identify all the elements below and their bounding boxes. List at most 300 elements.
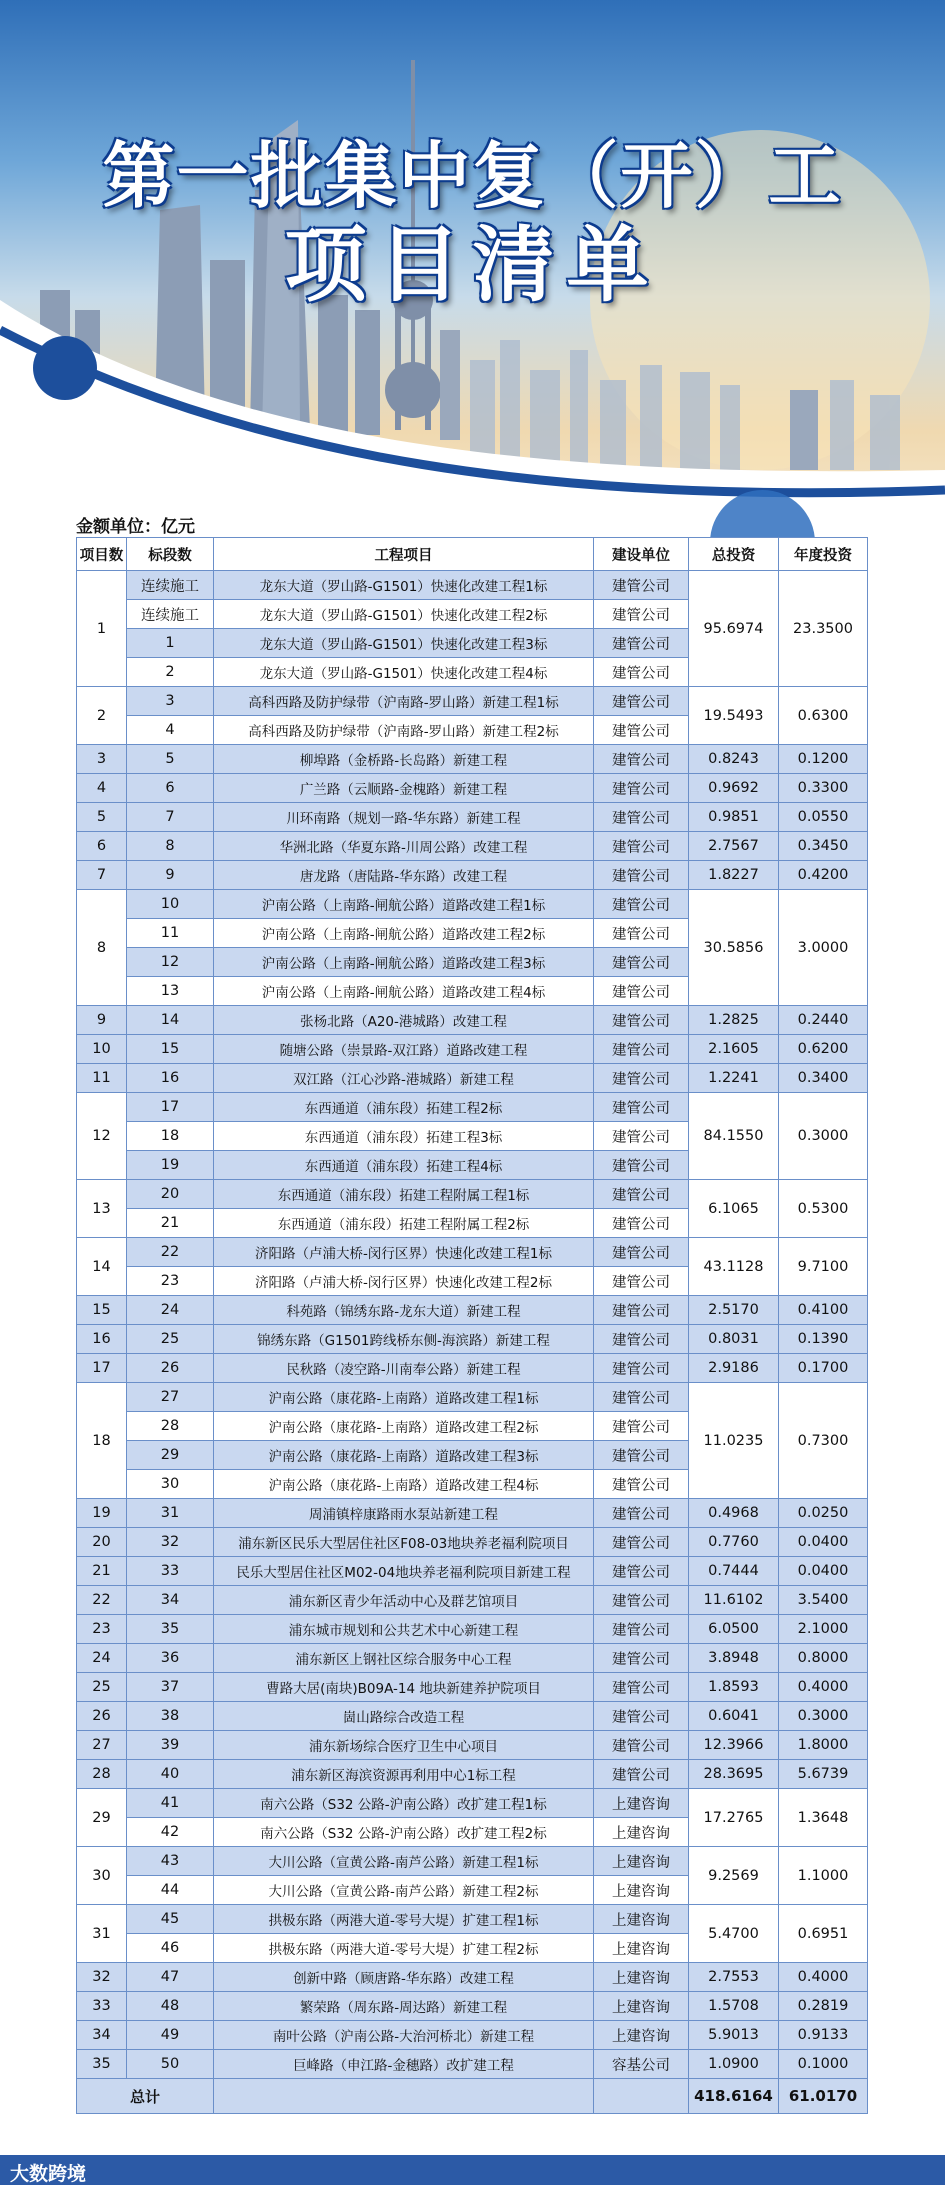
segment-no-cell: 21 xyxy=(127,1209,214,1238)
total-investment-cell: 2.9186 xyxy=(689,1354,779,1383)
total-investment-cell: 2.7553 xyxy=(689,1963,779,1992)
annual-investment-cell: 9.7100 xyxy=(779,1238,868,1296)
builder-cell: 建管公司 xyxy=(594,948,689,977)
annual-investment-cell: 0.3000 xyxy=(779,1093,868,1180)
builder-cell: 建管公司 xyxy=(594,1267,689,1296)
project-name-cell: 沪南公路（康花路-上南路）道路改建工程4标 xyxy=(214,1470,594,1499)
table-row xyxy=(77,1528,868,1557)
segment-no-cell: 39 xyxy=(127,1731,214,1760)
segment-no-cell: 31 xyxy=(127,1499,214,1528)
project-name-cell: 龙东大道（罗山路-G1501）快速化改建工程3标 xyxy=(214,629,594,658)
segment-no-cell: 8 xyxy=(127,832,214,861)
total-investment-cell: 28.3695 xyxy=(689,1760,779,1789)
builder-cell: 建管公司 xyxy=(594,861,689,890)
annual-investment-cell: 3.5400 xyxy=(779,1586,868,1615)
builder-cell: 建管公司 xyxy=(594,1586,689,1615)
project-name-cell: 浦东新区青少年活动中心及群艺馆项目 xyxy=(214,1586,594,1615)
project-no-cell: 18 xyxy=(77,1383,127,1499)
builder-cell: 上建咨询 xyxy=(594,1963,689,1992)
segment-no-cell: 25 xyxy=(127,1325,214,1354)
segment-no-cell: 12 xyxy=(127,948,214,977)
project-no-cell: 17 xyxy=(77,1354,127,1383)
table-row xyxy=(77,774,868,803)
table-row xyxy=(77,1006,868,1035)
segment-no-cell: 44 xyxy=(127,1876,214,1905)
project-name-cell: 浦东新区上钢社区综合服务中心工程 xyxy=(214,1644,594,1673)
summary-annual: 61.0170 xyxy=(779,2079,868,2114)
annual-investment-cell: 0.1390 xyxy=(779,1325,868,1354)
annual-investment-cell: 1.3648 xyxy=(779,1789,868,1847)
builder-cell: 建管公司 xyxy=(594,1731,689,1760)
project-no-cell: 29 xyxy=(77,1789,127,1847)
project-name-cell: 科苑路（锦绣东路-龙东大道）新建工程 xyxy=(214,1296,594,1325)
annual-investment-cell: 0.0400 xyxy=(779,1528,868,1557)
col-header-builder: 建设单位 xyxy=(594,538,689,571)
table-row xyxy=(77,861,868,890)
table-row xyxy=(77,1383,868,1412)
project-name-cell: 随塘公路（崇景路-双江路）道路改建工程 xyxy=(214,1035,594,1064)
annual-investment-cell: 0.6300 xyxy=(779,687,868,745)
annual-investment-cell: 0.4100 xyxy=(779,1296,868,1325)
segment-no-cell: 47 xyxy=(127,1963,214,1992)
builder-cell: 建管公司 xyxy=(594,1470,689,1499)
annual-investment-cell: 0.1200 xyxy=(779,745,868,774)
table-row xyxy=(77,1035,868,1064)
project-name-cell: 张杨北路（A20-港城路）改建工程 xyxy=(214,1006,594,1035)
project-name-cell: 浦东新场综合医疗卫生中心项目 xyxy=(214,1731,594,1760)
table-row xyxy=(77,1064,868,1093)
project-no-cell: 28 xyxy=(77,1760,127,1789)
builder-cell: 建管公司 xyxy=(594,803,689,832)
segment-no-cell: 34 xyxy=(127,1586,214,1615)
table-row xyxy=(77,571,868,600)
builder-cell: 建管公司 xyxy=(594,1760,689,1789)
project-name-cell: 大川公路（宣黄公路-南芦公路）新建工程1标 xyxy=(214,1847,594,1876)
table-header-row xyxy=(77,538,868,571)
segment-no-cell: 连续施工 xyxy=(127,600,214,629)
summary-label: 总计 xyxy=(77,2079,214,2114)
segment-no-cell: 16 xyxy=(127,1064,214,1093)
project-name-cell: 高科西路及防护绿带（沪南路-罗山路）新建工程1标 xyxy=(214,687,594,716)
annual-investment-cell: 0.6200 xyxy=(779,1035,868,1064)
annual-investment-cell: 0.1700 xyxy=(779,1354,868,1383)
table-row xyxy=(77,1963,868,1992)
table-row xyxy=(77,1992,868,2021)
annual-investment-cell: 3.0000 xyxy=(779,890,868,1006)
segment-no-cell: 36 xyxy=(127,1644,214,1673)
total-investment-cell: 1.5708 xyxy=(689,1992,779,2021)
builder-cell: 建管公司 xyxy=(594,919,689,948)
project-name-cell: 沪南公路（上南路-闸航公路）道路改建工程1标 xyxy=(214,890,594,919)
project-no-cell: 19 xyxy=(77,1499,127,1528)
project-no-cell: 12 xyxy=(77,1093,127,1180)
total-investment-cell: 43.1128 xyxy=(689,1238,779,1296)
segment-no-cell: 48 xyxy=(127,1992,214,2021)
project-name-cell: 沪南公路（上南路-闸航公路）道路改建工程2标 xyxy=(214,919,594,948)
project-name-cell: 济阳路（卢浦大桥-闵行区界）快速化改建工程2标 xyxy=(214,1267,594,1296)
builder-cell: 建管公司 xyxy=(594,832,689,861)
annual-investment-cell: 1.8000 xyxy=(779,1731,868,1760)
project-name-cell: 东西通道（浦东段）拓建工程4标 xyxy=(214,1151,594,1180)
builder-cell: 建管公司 xyxy=(594,1528,689,1557)
table-row xyxy=(77,1354,868,1383)
annual-investment-cell: 0.4200 xyxy=(779,861,868,890)
table-row xyxy=(77,2021,868,2050)
project-name-cell: 曹路大居(南块)B09A-14 地块新建养护院项目 xyxy=(214,1673,594,1702)
total-investment-cell: 2.5170 xyxy=(689,1296,779,1325)
segment-no-cell: 连续施工 xyxy=(127,571,214,600)
table-row xyxy=(77,1093,868,1122)
project-no-cell: 27 xyxy=(77,1731,127,1760)
summary-empty-cell xyxy=(594,2079,689,2114)
project-name-cell: 民秋路（凌空路-川南奉公路）新建工程 xyxy=(214,1354,594,1383)
project-name-cell: 南叶公路（沪南公路-大治河桥北）新建工程 xyxy=(214,2021,594,2050)
builder-cell: 上建咨询 xyxy=(594,1789,689,1818)
segment-no-cell: 10 xyxy=(127,890,214,919)
builder-cell: 建管公司 xyxy=(594,745,689,774)
total-investment-cell: 12.3966 xyxy=(689,1731,779,1760)
annual-investment-cell: 0.2819 xyxy=(779,1992,868,2021)
builder-cell: 建管公司 xyxy=(594,1354,689,1383)
total-investment-cell: 95.6974 xyxy=(689,571,779,687)
builder-cell: 建管公司 xyxy=(594,716,689,745)
table-row xyxy=(77,1760,868,1789)
project-name-cell: 浦东新区民乐大型居住社区F08-03地块养老福利院项目 xyxy=(214,1528,594,1557)
project-name-cell: 龙东大道（罗山路-G1501）快速化改建工程2标 xyxy=(214,600,594,629)
builder-cell: 建管公司 xyxy=(594,1441,689,1470)
project-name-cell: 沪南公路（康花路-上南路）道路改建工程3标 xyxy=(214,1441,594,1470)
annual-investment-cell: 0.3000 xyxy=(779,1702,868,1731)
builder-cell: 上建咨询 xyxy=(594,1934,689,1963)
segment-no-cell: 5 xyxy=(127,745,214,774)
project-table xyxy=(76,537,868,2114)
builder-cell: 建管公司 xyxy=(594,774,689,803)
segment-no-cell: 23 xyxy=(127,1267,214,1296)
annual-investment-cell: 0.0400 xyxy=(779,1557,868,1586)
project-no-cell: 15 xyxy=(77,1296,127,1325)
project-no-cell: 11 xyxy=(77,1064,127,1093)
builder-cell: 建管公司 xyxy=(594,1702,689,1731)
table-body xyxy=(77,571,868,2079)
project-name-cell: 拱极东路（两港大道-零号大堤）扩建工程2标 xyxy=(214,1934,594,1963)
total-investment-cell: 0.7444 xyxy=(689,1557,779,1586)
builder-cell: 建管公司 xyxy=(594,629,689,658)
project-name-cell: 南六公路（S32 公路-沪南公路）改扩建工程2标 xyxy=(214,1818,594,1847)
total-investment-cell: 0.4968 xyxy=(689,1499,779,1528)
table-row xyxy=(77,1673,868,1702)
total-investment-cell: 6.1065 xyxy=(689,1180,779,1238)
unit-label: 金额单位：亿元 xyxy=(76,517,195,537)
project-name-cell: 巨峰路（申江路-金穗路）改扩建工程 xyxy=(214,2050,594,2079)
total-investment-cell: 5.9013 xyxy=(689,2021,779,2050)
annual-investment-cell: 0.1000 xyxy=(779,2050,868,2079)
total-investment-cell: 9.2569 xyxy=(689,1847,779,1905)
table-row xyxy=(77,1325,868,1354)
builder-cell: 上建咨询 xyxy=(594,1876,689,1905)
builder-cell: 建管公司 xyxy=(594,1325,689,1354)
project-name-cell: 东西通道（浦东段）拓建工程3标 xyxy=(214,1122,594,1151)
annual-investment-cell: 0.7300 xyxy=(779,1383,868,1499)
project-no-cell: 22 xyxy=(77,1586,127,1615)
table-row xyxy=(77,1789,868,1818)
project-name-cell: 唐龙路（唐陆路-华东路）改建工程 xyxy=(214,861,594,890)
builder-cell: 建管公司 xyxy=(594,1383,689,1412)
segment-no-cell: 3 xyxy=(127,687,214,716)
segment-no-cell: 26 xyxy=(127,1354,214,1383)
project-name-cell: 龙东大道（罗山路-G1501）快速化改建工程1标 xyxy=(214,571,594,600)
table-row xyxy=(77,745,868,774)
col-header-total-investment: 总投资 xyxy=(689,538,779,571)
segment-no-cell: 4 xyxy=(127,716,214,745)
table-row xyxy=(77,1644,868,1673)
builder-cell: 建管公司 xyxy=(594,658,689,687)
annual-investment-cell: 2.1000 xyxy=(779,1615,868,1644)
segment-no-cell: 45 xyxy=(127,1905,214,1934)
total-investment-cell: 0.8031 xyxy=(689,1325,779,1354)
project-name-cell: 创新中路（顾唐路-华东路）改建工程 xyxy=(214,1963,594,1992)
project-name-cell: 沪南公路（康花路-上南路）道路改建工程1标 xyxy=(214,1383,594,1412)
project-name-cell: 双江路（江心沙路-港城路）新建工程 xyxy=(214,1064,594,1093)
summary-total: 418.6164 xyxy=(689,2079,779,2114)
total-investment-cell: 0.6041 xyxy=(689,1702,779,1731)
table-row xyxy=(77,1702,868,1731)
builder-cell: 建管公司 xyxy=(594,1557,689,1586)
table-row xyxy=(77,1499,868,1528)
project-name-cell: 沪南公路（康花路-上南路）道路改建工程2标 xyxy=(214,1412,594,1441)
summary-row xyxy=(77,2079,868,2114)
segment-no-cell: 35 xyxy=(127,1615,214,1644)
table-row xyxy=(77,1238,868,1267)
builder-cell: 建管公司 xyxy=(594,1180,689,1209)
total-investment-cell: 17.2765 xyxy=(689,1789,779,1847)
project-name-cell: 沪南公路（上南路-闸航公路）道路改建工程3标 xyxy=(214,948,594,977)
total-investment-cell: 1.8227 xyxy=(689,861,779,890)
project-name-cell: 川环南路（规划一路-华东路）新建工程 xyxy=(214,803,594,832)
segment-no-cell: 30 xyxy=(127,1470,214,1499)
project-no-cell: 1 xyxy=(77,571,127,687)
annual-investment-cell: 0.4000 xyxy=(779,1673,868,1702)
segment-no-cell: 41 xyxy=(127,1789,214,1818)
builder-cell: 建管公司 xyxy=(594,1499,689,1528)
builder-cell: 上建咨询 xyxy=(594,2021,689,2050)
segment-no-cell: 43 xyxy=(127,1847,214,1876)
project-no-cell: 8 xyxy=(77,890,127,1006)
project-no-cell: 20 xyxy=(77,1528,127,1557)
segment-no-cell: 6 xyxy=(127,774,214,803)
segment-no-cell: 42 xyxy=(127,1818,214,1847)
segment-no-cell: 20 xyxy=(127,1180,214,1209)
table-row xyxy=(77,890,868,919)
table-row xyxy=(77,1180,868,1209)
total-investment-cell: 11.0235 xyxy=(689,1383,779,1499)
project-name-cell: 大川公路（宣黄公路-南芦公路）新建工程2标 xyxy=(214,1876,594,1905)
segment-no-cell: 38 xyxy=(127,1702,214,1731)
builder-cell: 建管公司 xyxy=(594,1296,689,1325)
col-header-segment-no: 标段数 xyxy=(127,538,214,571)
segment-no-cell: 32 xyxy=(127,1528,214,1557)
builder-cell: 容基公司 xyxy=(594,2050,689,2079)
builder-cell: 建管公司 xyxy=(594,600,689,629)
table-row xyxy=(77,1731,868,1760)
segment-no-cell: 1 xyxy=(127,629,214,658)
builder-cell: 建管公司 xyxy=(594,687,689,716)
builder-cell: 建管公司 xyxy=(594,1673,689,1702)
project-name-cell: 东西通道（浦东段）拓建工程2标 xyxy=(214,1093,594,1122)
project-name-cell: 拱极东路（两港大道-零号大堤）扩建工程1标 xyxy=(214,1905,594,1934)
annual-investment-cell: 0.3450 xyxy=(779,832,868,861)
footer-bar xyxy=(0,2155,945,2185)
segment-no-cell: 2 xyxy=(127,658,214,687)
annual-investment-cell: 0.4000 xyxy=(779,1963,868,1992)
project-no-cell: 31 xyxy=(77,1905,127,1963)
project-no-cell: 34 xyxy=(77,2021,127,2050)
segment-no-cell: 28 xyxy=(127,1412,214,1441)
builder-cell: 建管公司 xyxy=(594,1238,689,1267)
project-no-cell: 5 xyxy=(77,803,127,832)
project-no-cell: 7 xyxy=(77,861,127,890)
builder-cell: 建管公司 xyxy=(594,1035,689,1064)
project-name-cell: 济阳路（卢浦大桥-闵行区界）快速化改建工程1标 xyxy=(214,1238,594,1267)
builder-cell: 建管公司 xyxy=(594,1412,689,1441)
table-row xyxy=(77,1905,868,1934)
project-name-cell: 锦绣东路（G1501跨线桥东侧-海滨路）新建工程 xyxy=(214,1325,594,1354)
annual-investment-cell: 5.6739 xyxy=(779,1760,868,1789)
col-header-project-no: 项目数 xyxy=(77,538,127,571)
segment-no-cell: 14 xyxy=(127,1006,214,1035)
total-investment-cell: 2.1605 xyxy=(689,1035,779,1064)
project-no-cell: 25 xyxy=(77,1673,127,1702)
project-no-cell: 9 xyxy=(77,1006,127,1035)
project-name-cell: 南六公路（S32 公路-沪南公路）改扩建工程1标 xyxy=(214,1789,594,1818)
project-no-cell: 32 xyxy=(77,1963,127,1992)
project-no-cell: 14 xyxy=(77,1238,127,1296)
annual-investment-cell: 0.3300 xyxy=(779,774,868,803)
builder-cell: 建管公司 xyxy=(594,1122,689,1151)
project-no-cell: 4 xyxy=(77,774,127,803)
table-row xyxy=(77,2050,868,2079)
project-no-cell: 16 xyxy=(77,1325,127,1354)
builder-cell: 建管公司 xyxy=(594,1006,689,1035)
total-investment-cell: 1.8593 xyxy=(689,1673,779,1702)
page-title-line1: 第一批集中复（开）工 xyxy=(102,134,843,218)
builder-cell: 建管公司 xyxy=(594,890,689,919)
project-name-cell: 东西通道（浦东段）拓建工程附属工程2标 xyxy=(214,1209,594,1238)
col-header-annual-investment: 年度投资 xyxy=(779,538,868,571)
total-investment-cell: 0.9692 xyxy=(689,774,779,803)
segment-no-cell: 18 xyxy=(127,1122,214,1151)
project-no-cell: 26 xyxy=(77,1702,127,1731)
segment-no-cell: 24 xyxy=(127,1296,214,1325)
builder-cell: 上建咨询 xyxy=(594,1905,689,1934)
segment-no-cell: 27 xyxy=(127,1383,214,1412)
project-name-cell: 柳埠路（金桥路-长岛路）新建工程 xyxy=(214,745,594,774)
segment-no-cell: 19 xyxy=(127,1151,214,1180)
total-investment-cell: 19.5493 xyxy=(689,687,779,745)
segment-no-cell: 49 xyxy=(127,2021,214,2050)
project-name-cell: 高科西路及防护绿带（沪南路-罗山路）新建工程2标 xyxy=(214,716,594,745)
total-investment-cell: 30.5856 xyxy=(689,890,779,1006)
project-table-container xyxy=(76,537,867,2114)
builder-cell: 建管公司 xyxy=(594,1151,689,1180)
annual-investment-cell: 0.6951 xyxy=(779,1905,868,1963)
project-no-cell: 10 xyxy=(77,1035,127,1064)
segment-no-cell: 33 xyxy=(127,1557,214,1586)
segment-no-cell: 46 xyxy=(127,1934,214,1963)
segment-no-cell: 13 xyxy=(127,977,214,1006)
summary-empty-cell xyxy=(214,2079,594,2114)
total-investment-cell: 1.0900 xyxy=(689,2050,779,2079)
project-no-cell: 24 xyxy=(77,1644,127,1673)
total-investment-cell: 0.8243 xyxy=(689,745,779,774)
annual-investment-cell: 0.0550 xyxy=(779,803,868,832)
table-row xyxy=(77,1557,868,1586)
project-no-cell: 21 xyxy=(77,1557,127,1586)
annual-investment-cell: 0.0250 xyxy=(779,1499,868,1528)
builder-cell: 上建咨询 xyxy=(594,1847,689,1876)
project-name-cell: 浦东新区海滨资源再利用中心1标工程 xyxy=(214,1760,594,1789)
segment-no-cell: 40 xyxy=(127,1760,214,1789)
project-no-cell: 3 xyxy=(77,745,127,774)
segment-no-cell: 29 xyxy=(127,1441,214,1470)
annual-investment-cell: 0.9133 xyxy=(779,2021,868,2050)
total-investment-cell: 3.8948 xyxy=(689,1644,779,1673)
project-name-cell: 民乐大型居住社区M02-04地块养老福利院项目新建工程 xyxy=(214,1557,594,1586)
project-name-cell: 周浦镇梓康路雨水泵站新建工程 xyxy=(214,1499,594,1528)
project-name-cell: 浦东城市规划和公共艺术中心新建工程 xyxy=(214,1615,594,1644)
page-title-line2: 项目清单 xyxy=(284,218,661,313)
table-row xyxy=(77,1615,868,1644)
segment-no-cell: 37 xyxy=(127,1673,214,1702)
segment-no-cell: 17 xyxy=(127,1093,214,1122)
table-row xyxy=(77,687,868,716)
total-investment-cell: 0.9851 xyxy=(689,803,779,832)
project-name-cell: 广兰路（云顺路-金槐路）新建工程 xyxy=(214,774,594,803)
builder-cell: 建管公司 xyxy=(594,1615,689,1644)
annual-investment-cell: 1.1000 xyxy=(779,1847,868,1905)
annual-investment-cell: 0.3400 xyxy=(779,1064,868,1093)
table-row xyxy=(77,1847,868,1876)
project-name-cell: 崮山路综合改造工程 xyxy=(214,1702,594,1731)
builder-cell: 建管公司 xyxy=(594,1209,689,1238)
project-no-cell: 6 xyxy=(77,832,127,861)
col-header-project-name: 工程项目 xyxy=(214,538,594,571)
project-no-cell: 2 xyxy=(77,687,127,745)
segment-no-cell: 11 xyxy=(127,919,214,948)
table-row xyxy=(77,1586,868,1615)
annual-investment-cell: 0.2440 xyxy=(779,1006,868,1035)
builder-cell: 建管公司 xyxy=(594,1644,689,1673)
project-name-cell: 繁荣路（周东路-周达路）新建工程 xyxy=(214,1992,594,2021)
total-investment-cell: 5.4700 xyxy=(689,1905,779,1963)
builder-cell: 上建咨询 xyxy=(594,1818,689,1847)
total-investment-cell: 6.0500 xyxy=(689,1615,779,1644)
total-investment-cell: 11.6102 xyxy=(689,1586,779,1615)
project-name-cell: 沪南公路（上南路-闸航公路）道路改建工程4标 xyxy=(214,977,594,1006)
builder-cell: 建管公司 xyxy=(594,1064,689,1093)
total-investment-cell: 2.7567 xyxy=(689,832,779,861)
segment-no-cell: 22 xyxy=(127,1238,214,1267)
project-no-cell: 13 xyxy=(77,1180,127,1238)
table-row xyxy=(77,803,868,832)
builder-cell: 建管公司 xyxy=(594,1093,689,1122)
annual-investment-cell: 23.3500 xyxy=(779,571,868,687)
total-investment-cell: 1.2241 xyxy=(689,1064,779,1093)
project-no-cell: 30 xyxy=(77,1847,127,1905)
footer-logo: 大数跨境 xyxy=(10,2163,87,2185)
table-row xyxy=(77,832,868,861)
segment-no-cell: 7 xyxy=(127,803,214,832)
hero-banner xyxy=(0,0,945,540)
